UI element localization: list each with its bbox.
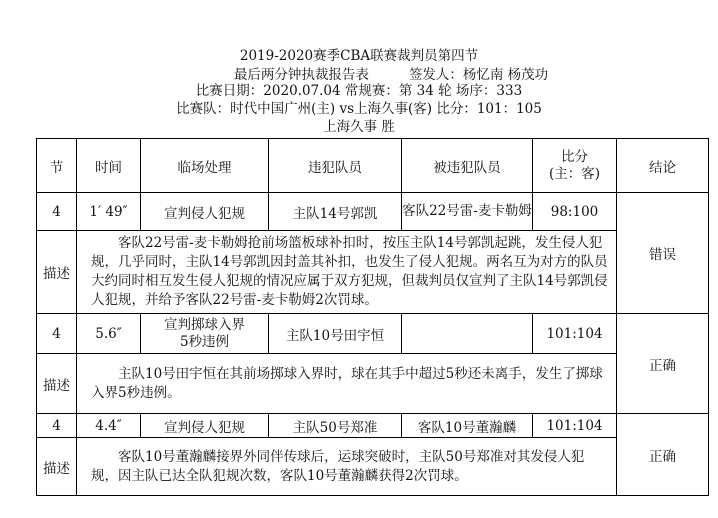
row-offender: 主队10号田宇恒 [269,314,402,354]
teams-score: 比赛队：时代中国广州(主) vs上海久事(客) 比分：101：105 [176,101,542,117]
description-label: 描述 [37,354,77,414]
row-fouled: 客队22号雷-麦卡勒姆 [402,193,533,231]
row-conclusion: 正确 [617,414,709,496]
match-info: 比赛日期：2020.07.04 常规赛：第 34 轮 场序：333 [195,83,523,99]
description-row [37,438,709,496]
report-title: 2019-2020赛季CBA联赛裁判员第四节 [239,48,479,64]
row-score: 101:104 [533,414,617,438]
row-call: 宣判侵人犯规 [141,414,269,438]
description-label: 描述 [37,231,77,314]
signers: 签发人：杨忆南 杨茂功 [408,67,549,83]
row-call: 宣判侵人犯规 [141,193,269,231]
row-fouled [402,314,533,354]
row-time: 4.4″ [77,414,141,438]
col-header-score: 比分 (主：客) [533,139,617,193]
table-row [37,414,709,438]
row-period: 4 [37,314,77,354]
row-offender: 主队50号郑准 [269,414,402,438]
table-row [37,314,709,354]
description-row [37,354,709,414]
report-table [36,138,709,496]
col-header-call: 临场处理 [141,139,269,193]
row-fouled: 客队10号董瀚麟 [402,414,533,438]
row-call: 宣判掷球入界 5秒违例 [141,314,269,354]
match-result: 上海久事 胜 [323,119,395,135]
col-header-fouled: 被违犯队员 [402,139,533,193]
row-description: 客队10号董瀚麟接界外同伴传球后，运球突破时，主队50号郑准对其发侵人犯规，因主队已达全队犯规次数，客队10号董瀚麟获得2次罚球。 [77,438,617,496]
description-row [37,231,709,314]
row-description: 客队22号雷-麦卡勒姆抢前场篮板球补扣时，按压主队14号郭凯起跳，发生侵人犯规，几乎同时，主队14号郭凯因封盖其补扣，也发生了侵人犯规。两名互为对方的队员大约同时相互发生侵人犯规的情况应属于双方犯规，但裁判员仅宣判了主队14号郭凯侵人犯规，并给予客队22号雷-麦卡勒姆2次罚球。 [77,231,617,314]
col-header-conclusion: 结论 [617,139,709,193]
table-row [37,193,709,231]
row-period: 4 [37,414,77,438]
table-header-row [37,139,709,193]
row-offender: 主队14号郭凯 [269,193,402,231]
col-header-offender: 违犯队员 [269,139,402,193]
row-score: 98:100 [533,193,617,231]
col-header-period: 节 [37,139,77,193]
row-score: 101:104 [533,314,617,354]
row-time: 5.6″ [77,314,141,354]
col-header-time: 时间 [77,139,141,193]
row-period: 4 [37,193,77,231]
description-label: 描述 [37,438,77,496]
row-time: 1′ 49″ [77,193,141,231]
row-description: 主队10号田宇恒在其前场掷球入界时，球在其手中超过5秒还未离手，发生了掷球入界5秒违例。 [77,354,617,414]
row-conclusion: 正确 [617,314,709,414]
row-conclusion: 错误 [617,193,709,314]
report-subtitle: 最后两分钟执裁报告表 [233,67,369,83]
